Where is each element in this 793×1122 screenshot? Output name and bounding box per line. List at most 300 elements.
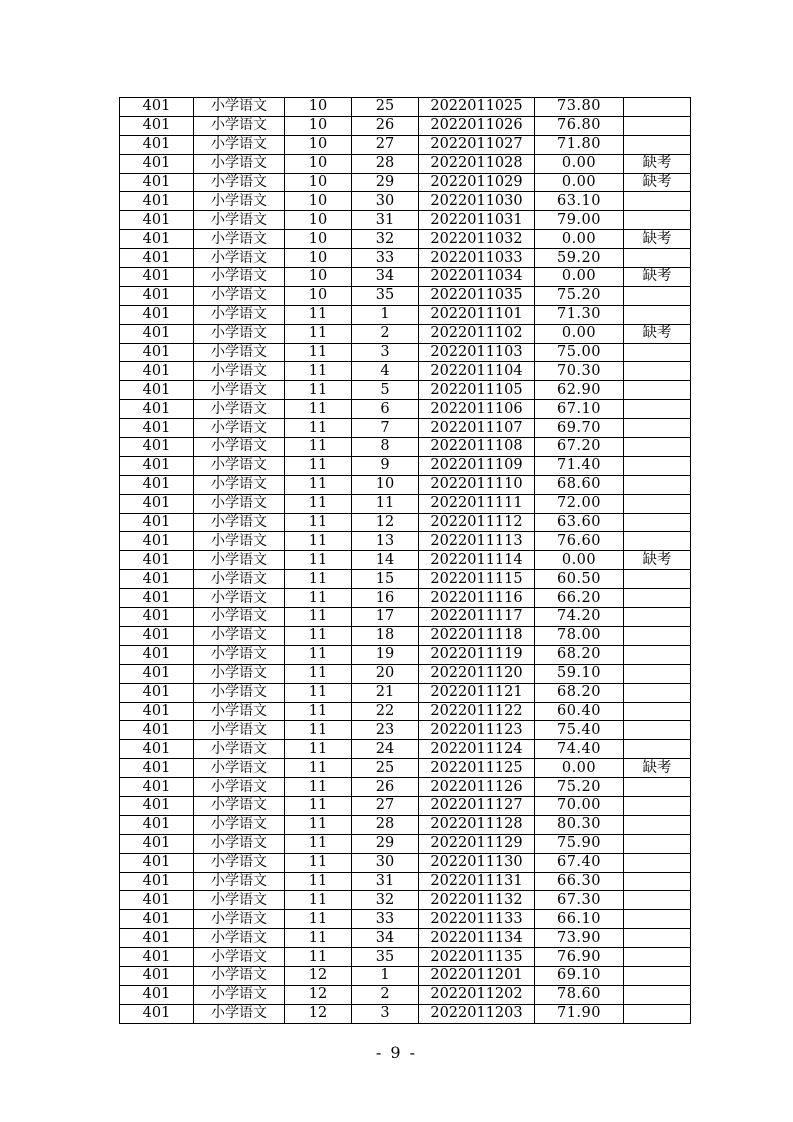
cell-ticket-number: 2022011033	[419, 249, 535, 268]
cell-score: 67.40	[535, 853, 624, 872]
cell-remark: 缺考	[624, 759, 691, 778]
cell-subject-code: 401	[120, 343, 194, 362]
cell-seat-number: 27	[352, 135, 419, 154]
cell-subject-code: 401	[120, 1004, 194, 1023]
cell-score: 0.00	[535, 230, 624, 249]
cell-score: 68.20	[535, 683, 624, 702]
cell-subject-name: 小学语文	[194, 532, 285, 551]
cell-remark	[624, 872, 691, 891]
cell-seat-number: 13	[352, 532, 419, 551]
cell-seat-number: 24	[352, 740, 419, 759]
cell-seat-number: 33	[352, 910, 419, 929]
cell-exam-room: 10	[285, 192, 352, 211]
cell-score: 75.90	[535, 834, 624, 853]
cell-exam-room: 11	[285, 438, 352, 457]
cell-subject-code: 401	[120, 381, 194, 400]
cell-remark	[624, 853, 691, 872]
cell-exam-room: 12	[285, 985, 352, 1004]
cell-exam-room: 11	[285, 570, 352, 589]
cell-score: 0.00	[535, 154, 624, 173]
cell-score: 78.60	[535, 985, 624, 1004]
cell-subject-name: 小学语文	[194, 778, 285, 797]
cell-exam-room: 11	[285, 626, 352, 645]
cell-subject-code: 401	[120, 966, 194, 985]
cell-ticket-number: 2022011029	[419, 173, 535, 192]
cell-remark: 缺考	[624, 173, 691, 192]
cell-score: 70.30	[535, 362, 624, 381]
table-row	[120, 853, 691, 872]
table-row	[120, 910, 691, 929]
cell-remark: 缺考	[624, 268, 691, 287]
table-row	[120, 249, 691, 268]
cell-score: 69.10	[535, 966, 624, 985]
table-row	[120, 608, 691, 627]
cell-exam-room: 10	[285, 211, 352, 230]
cell-subject-code: 401	[120, 305, 194, 324]
cell-subject-code: 401	[120, 702, 194, 721]
cell-score: 66.20	[535, 589, 624, 608]
table-row	[120, 192, 691, 211]
table-row	[120, 211, 691, 230]
cell-subject-code: 401	[120, 475, 194, 494]
cell-subject-name: 小学语文	[194, 664, 285, 683]
cell-score: 70.00	[535, 796, 624, 815]
cell-subject-code: 401	[120, 551, 194, 570]
cell-subject-name: 小学语文	[194, 494, 285, 513]
cell-subject-code: 401	[120, 400, 194, 419]
table-row	[120, 116, 691, 135]
cell-remark	[624, 664, 691, 683]
cell-seat-number: 17	[352, 608, 419, 627]
cell-score: 80.30	[535, 815, 624, 834]
cell-remark	[624, 645, 691, 664]
cell-subject-code: 401	[120, 891, 194, 910]
cell-seat-number: 23	[352, 721, 419, 740]
cell-remark	[624, 532, 691, 551]
cell-subject-name: 小学语文	[194, 192, 285, 211]
cell-seat-number: 15	[352, 570, 419, 589]
cell-subject-code: 401	[120, 664, 194, 683]
cell-seat-number: 32	[352, 891, 419, 910]
cell-ticket-number: 2022011203	[419, 1004, 535, 1023]
cell-exam-room: 11	[285, 494, 352, 513]
cell-exam-room: 11	[285, 419, 352, 438]
table-row	[120, 702, 691, 721]
cell-subject-name: 小学语文	[194, 683, 285, 702]
cell-score: 72.00	[535, 494, 624, 513]
cell-score: 0.00	[535, 173, 624, 192]
cell-subject-code: 401	[120, 286, 194, 305]
cell-seat-number: 9	[352, 456, 419, 475]
cell-exam-room: 11	[285, 683, 352, 702]
cell-ticket-number: 2022011127	[419, 796, 535, 815]
cell-exam-room: 11	[285, 872, 352, 891]
cell-subject-name: 小学语文	[194, 324, 285, 343]
cell-subject-name: 小学语文	[194, 211, 285, 230]
cell-score: 0.00	[535, 324, 624, 343]
cell-seat-number: 7	[352, 419, 419, 438]
cell-remark	[624, 796, 691, 815]
cell-subject-code: 401	[120, 740, 194, 759]
table-row	[120, 721, 691, 740]
cell-score: 75.00	[535, 343, 624, 362]
cell-ticket-number: 2022011104	[419, 362, 535, 381]
cell-remark: 缺考	[624, 230, 691, 249]
table-row	[120, 626, 691, 645]
cell-ticket-number: 2022011026	[419, 116, 535, 135]
cell-remark	[624, 1004, 691, 1023]
cell-subject-name: 小学语文	[194, 910, 285, 929]
cell-remark	[624, 815, 691, 834]
table-row	[120, 551, 691, 570]
cell-remark	[624, 834, 691, 853]
cell-subject-code: 401	[120, 834, 194, 853]
cell-seat-number: 28	[352, 815, 419, 834]
cell-score: 75.20	[535, 778, 624, 797]
table-row	[120, 1004, 691, 1023]
cell-seat-number: 29	[352, 834, 419, 853]
cell-subject-name: 小学语文	[194, 759, 285, 778]
cell-ticket-number: 2022011102	[419, 324, 535, 343]
cell-subject-name: 小学语文	[194, 343, 285, 362]
cell-score: 59.10	[535, 664, 624, 683]
cell-subject-code: 401	[120, 815, 194, 834]
cell-ticket-number: 2022011129	[419, 834, 535, 853]
cell-subject-code: 401	[120, 230, 194, 249]
cell-remark	[624, 683, 691, 702]
cell-subject-name: 小学语文	[194, 305, 285, 324]
cell-seat-number: 5	[352, 381, 419, 400]
cell-exam-room: 11	[285, 362, 352, 381]
cell-subject-name: 小学语文	[194, 456, 285, 475]
cell-exam-room: 11	[285, 948, 352, 967]
cell-score: 79.00	[535, 211, 624, 230]
cell-ticket-number: 2022011109	[419, 456, 535, 475]
cell-subject-code: 401	[120, 362, 194, 381]
cell-seat-number: 26	[352, 778, 419, 797]
cell-ticket-number: 2022011113	[419, 532, 535, 551]
cell-remark	[624, 929, 691, 948]
cell-subject-name: 小学语文	[194, 834, 285, 853]
cell-score: 62.90	[535, 381, 624, 400]
cell-subject-code: 401	[120, 116, 194, 135]
cell-subject-code: 401	[120, 985, 194, 1004]
cell-remark	[624, 419, 691, 438]
cell-subject-name: 小学语文	[194, 286, 285, 305]
cell-remark	[624, 740, 691, 759]
cell-subject-code: 401	[120, 456, 194, 475]
score-table	[119, 97, 691, 1024]
cell-seat-number: 12	[352, 513, 419, 532]
cell-subject-name: 小学语文	[194, 173, 285, 192]
cell-ticket-number: 2022011110	[419, 475, 535, 494]
cell-subject-code: 401	[120, 872, 194, 891]
cell-subject-name: 小学语文	[194, 948, 285, 967]
cell-score: 76.80	[535, 116, 624, 135]
cell-seat-number: 4	[352, 362, 419, 381]
cell-remark	[624, 948, 691, 967]
cell-ticket-number: 2022011028	[419, 154, 535, 173]
cell-seat-number: 29	[352, 173, 419, 192]
cell-subject-name: 小学语文	[194, 721, 285, 740]
cell-seat-number: 28	[352, 154, 419, 173]
cell-ticket-number: 2022011025	[419, 98, 535, 117]
cell-seat-number: 1	[352, 966, 419, 985]
table-row	[120, 589, 691, 608]
cell-subject-name: 小学语文	[194, 740, 285, 759]
cell-seat-number: 20	[352, 664, 419, 683]
cell-subject-code: 401	[120, 494, 194, 513]
cell-ticket-number: 2022011032	[419, 230, 535, 249]
cell-remark	[624, 513, 691, 532]
cell-exam-room: 12	[285, 966, 352, 985]
cell-exam-room: 11	[285, 929, 352, 948]
cell-ticket-number: 2022011111	[419, 494, 535, 513]
cell-seat-number: 19	[352, 645, 419, 664]
cell-subject-code: 401	[120, 268, 194, 287]
table-row	[120, 985, 691, 1004]
cell-ticket-number: 2022011035	[419, 286, 535, 305]
table-row	[120, 343, 691, 362]
cell-ticket-number: 2022011115	[419, 570, 535, 589]
cell-ticket-number: 2022011130	[419, 853, 535, 872]
cell-seat-number: 3	[352, 343, 419, 362]
cell-seat-number: 26	[352, 116, 419, 135]
table-row	[120, 778, 691, 797]
cell-subject-name: 小学语文	[194, 891, 285, 910]
cell-score: 75.40	[535, 721, 624, 740]
cell-ticket-number: 2022011034	[419, 268, 535, 287]
cell-ticket-number: 2022011117	[419, 608, 535, 627]
cell-subject-name: 小学语文	[194, 400, 285, 419]
cell-score: 68.20	[535, 645, 624, 664]
cell-ticket-number: 2022011131	[419, 872, 535, 891]
cell-remark: 缺考	[624, 324, 691, 343]
cell-remark	[624, 702, 691, 721]
cell-exam-room: 10	[285, 173, 352, 192]
cell-exam-room: 11	[285, 324, 352, 343]
cell-subject-code: 401	[120, 324, 194, 343]
cell-exam-room: 11	[285, 513, 352, 532]
cell-remark	[624, 192, 691, 211]
cell-remark	[624, 400, 691, 419]
cell-score: 60.50	[535, 570, 624, 589]
cell-remark	[624, 910, 691, 929]
table-row	[120, 419, 691, 438]
cell-exam-room: 11	[285, 796, 352, 815]
cell-remark	[624, 570, 691, 589]
cell-subject-name: 小学语文	[194, 589, 285, 608]
cell-ticket-number: 2022011105	[419, 381, 535, 400]
cell-score: 74.40	[535, 740, 624, 759]
cell-seat-number: 1	[352, 305, 419, 324]
cell-subject-code: 401	[120, 570, 194, 589]
cell-subject-code: 401	[120, 929, 194, 948]
table-row	[120, 173, 691, 192]
cell-remark	[624, 608, 691, 627]
cell-remark	[624, 891, 691, 910]
cell-remark	[624, 343, 691, 362]
cell-remark	[624, 494, 691, 513]
cell-exam-room: 10	[285, 98, 352, 117]
cell-subject-name: 小学语文	[194, 570, 285, 589]
cell-score: 67.10	[535, 400, 624, 419]
cell-seat-number: 18	[352, 626, 419, 645]
table-row	[120, 891, 691, 910]
cell-exam-room: 11	[285, 721, 352, 740]
table-row	[120, 834, 691, 853]
cell-score: 68.60	[535, 475, 624, 494]
cell-score: 76.60	[535, 532, 624, 551]
table-row	[120, 230, 691, 249]
table-row	[120, 532, 691, 551]
cell-exam-room: 11	[285, 381, 352, 400]
cell-exam-room: 10	[285, 135, 352, 154]
cell-remark	[624, 475, 691, 494]
cell-ticket-number: 2022011114	[419, 551, 535, 570]
cell-subject-name: 小学语文	[194, 381, 285, 400]
cell-remark	[624, 305, 691, 324]
cell-seat-number: 33	[352, 249, 419, 268]
cell-exam-room: 11	[285, 305, 352, 324]
cell-subject-name: 小学语文	[194, 268, 285, 287]
cell-exam-room: 11	[285, 910, 352, 929]
cell-subject-name: 小学语文	[194, 154, 285, 173]
cell-remark	[624, 985, 691, 1004]
cell-seat-number: 25	[352, 759, 419, 778]
cell-subject-name: 小学语文	[194, 796, 285, 815]
score-table-body	[120, 98, 691, 1024]
cell-subject-name: 小学语文	[194, 230, 285, 249]
cell-seat-number: 11	[352, 494, 419, 513]
cell-seat-number: 25	[352, 98, 419, 117]
cell-exam-room: 11	[285, 740, 352, 759]
cell-score: 63.60	[535, 513, 624, 532]
cell-seat-number: 34	[352, 929, 419, 948]
cell-remark	[624, 98, 691, 117]
table-row	[120, 381, 691, 400]
cell-exam-room: 10	[285, 268, 352, 287]
cell-exam-room: 11	[285, 778, 352, 797]
cell-exam-room: 11	[285, 551, 352, 570]
cell-subject-name: 小学语文	[194, 419, 285, 438]
cell-remark	[624, 778, 691, 797]
cell-seat-number: 2	[352, 985, 419, 1004]
cell-subject-name: 小学语文	[194, 626, 285, 645]
cell-exam-room: 11	[285, 608, 352, 627]
cell-ticket-number: 2022011135	[419, 948, 535, 967]
cell-subject-code: 401	[120, 759, 194, 778]
cell-score: 78.00	[535, 626, 624, 645]
cell-exam-room: 10	[285, 230, 352, 249]
cell-exam-room: 11	[285, 532, 352, 551]
cell-exam-room: 11	[285, 645, 352, 664]
cell-subject-code: 401	[120, 98, 194, 117]
cell-remark	[624, 626, 691, 645]
table-row	[120, 645, 691, 664]
table-row	[120, 570, 691, 589]
table-row	[120, 740, 691, 759]
cell-remark	[624, 362, 691, 381]
cell-subject-code: 401	[120, 778, 194, 797]
table-row	[120, 664, 691, 683]
cell-seat-number: 8	[352, 438, 419, 457]
cell-exam-room: 10	[285, 286, 352, 305]
table-row	[120, 796, 691, 815]
cell-exam-room: 11	[285, 853, 352, 872]
table-row	[120, 929, 691, 948]
cell-subject-code: 401	[120, 645, 194, 664]
cell-subject-name: 小学语文	[194, 438, 285, 457]
cell-ticket-number: 2022011132	[419, 891, 535, 910]
cell-remark	[624, 116, 691, 135]
cell-remark	[624, 456, 691, 475]
cell-subject-name: 小学语文	[194, 98, 285, 117]
cell-exam-room: 11	[285, 815, 352, 834]
cell-ticket-number: 2022011122	[419, 702, 535, 721]
page-number: - 9 -	[375, 1043, 418, 1062]
cell-score: 69.70	[535, 419, 624, 438]
cell-subject-name: 小学语文	[194, 116, 285, 135]
cell-subject-name: 小学语文	[194, 362, 285, 381]
cell-subject-name: 小学语文	[194, 1004, 285, 1023]
cell-ticket-number: 2022011103	[419, 343, 535, 362]
cell-score: 0.00	[535, 759, 624, 778]
cell-seat-number: 32	[352, 230, 419, 249]
table-row	[120, 400, 691, 419]
table-row	[120, 305, 691, 324]
cell-score: 71.90	[535, 1004, 624, 1023]
cell-seat-number: 34	[352, 268, 419, 287]
table-row	[120, 815, 691, 834]
cell-ticket-number: 2022011027	[419, 135, 535, 154]
table-row	[120, 966, 691, 985]
cell-subject-name: 小学语文	[194, 966, 285, 985]
cell-seat-number: 3	[352, 1004, 419, 1023]
cell-score: 0.00	[535, 551, 624, 570]
cell-seat-number: 22	[352, 702, 419, 721]
cell-ticket-number: 2022011124	[419, 740, 535, 759]
cell-ticket-number: 2022011201	[419, 966, 535, 985]
table-row	[120, 362, 691, 381]
cell-subject-name: 小学语文	[194, 853, 285, 872]
cell-seat-number: 31	[352, 211, 419, 230]
cell-exam-room: 11	[285, 891, 352, 910]
table-row	[120, 324, 691, 343]
cell-exam-room: 11	[285, 834, 352, 853]
table-row	[120, 494, 691, 513]
cell-subject-name: 小学语文	[194, 475, 285, 494]
cell-remark	[624, 381, 691, 400]
cell-seat-number: 21	[352, 683, 419, 702]
cell-subject-code: 401	[120, 532, 194, 551]
cell-score: 66.10	[535, 910, 624, 929]
cell-subject-code: 401	[120, 173, 194, 192]
table-row	[120, 948, 691, 967]
cell-ticket-number: 2022011112	[419, 513, 535, 532]
cell-ticket-number: 2022011202	[419, 985, 535, 1004]
cell-subject-code: 401	[120, 948, 194, 967]
cell-subject-code: 401	[120, 249, 194, 268]
cell-exam-room: 10	[285, 249, 352, 268]
cell-ticket-number: 2022011125	[419, 759, 535, 778]
cell-exam-room: 11	[285, 702, 352, 721]
cell-score: 0.00	[535, 268, 624, 287]
cell-subject-code: 401	[120, 419, 194, 438]
cell-ticket-number: 2022011128	[419, 815, 535, 834]
cell-subject-code: 401	[120, 192, 194, 211]
cell-exam-room: 11	[285, 589, 352, 608]
